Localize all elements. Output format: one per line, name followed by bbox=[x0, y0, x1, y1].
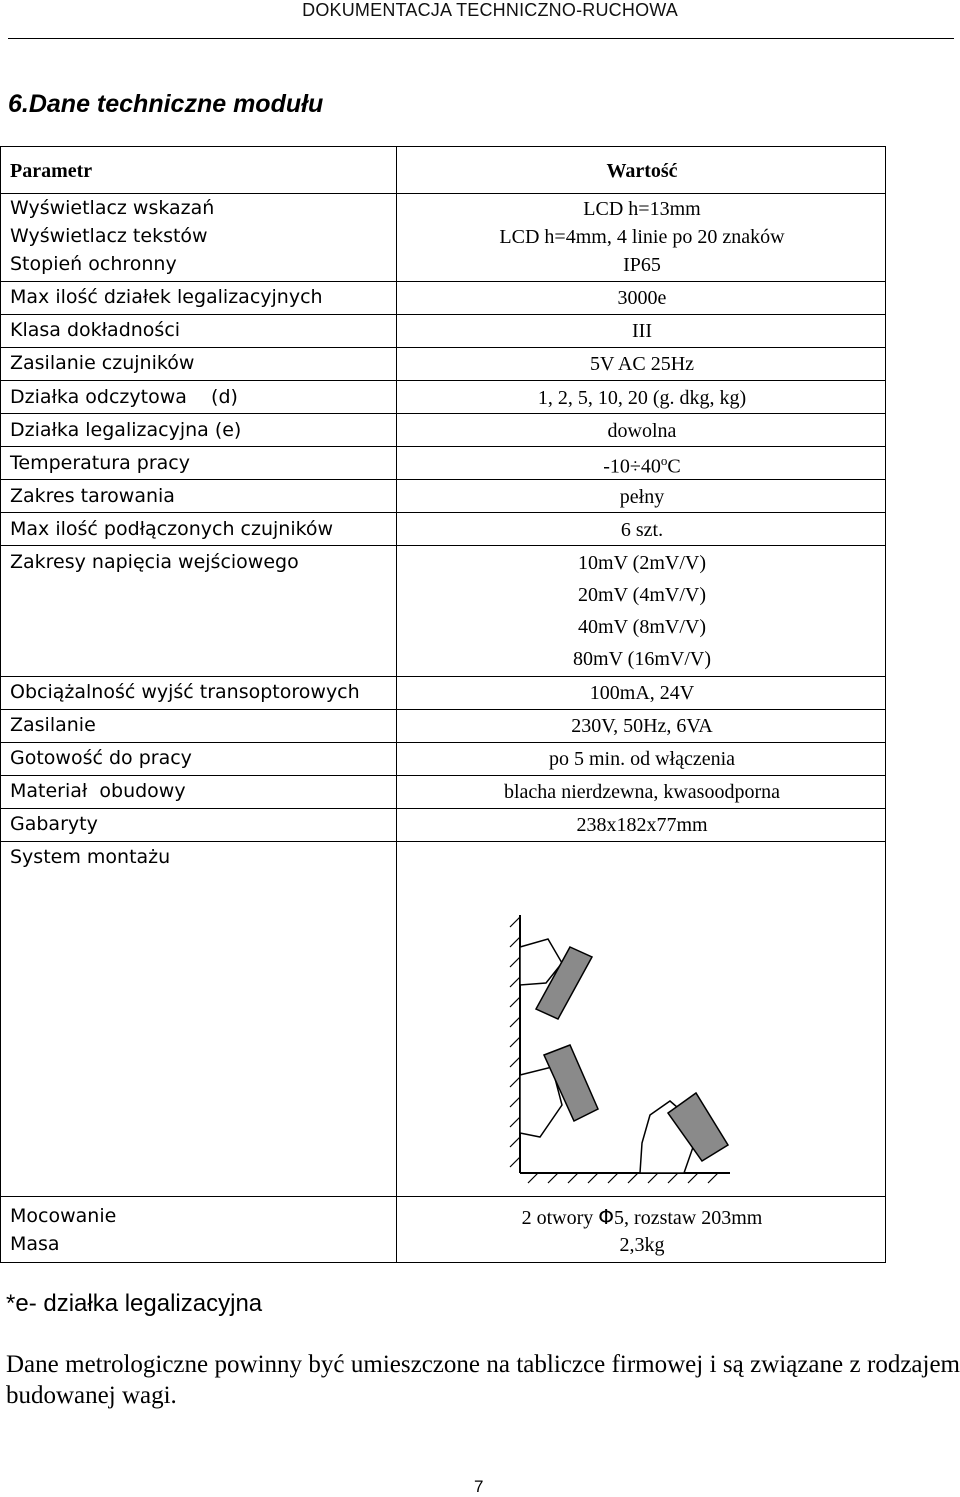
param-cell: Wyświetlacz wskazań bbox=[10, 197, 215, 219]
value-cell: 238x182x77mm bbox=[576, 814, 708, 836]
row-divider bbox=[0, 347, 886, 348]
wall-hatching bbox=[510, 917, 520, 1167]
param-cell: Temperatura pracy bbox=[10, 452, 190, 474]
value-cell: 230V, 50Hz, 6VA bbox=[571, 715, 713, 737]
degree-symbol: o bbox=[660, 453, 668, 468]
value-cell: 1, 2, 5, 10, 20 (g. dkg, kg) bbox=[537, 387, 747, 409]
value-cell: 3000e bbox=[617, 287, 667, 309]
param-cell: Masa bbox=[10, 1233, 60, 1255]
temp-unit: C bbox=[667, 455, 681, 478]
value-cell: 20mV (4mV/V) bbox=[578, 584, 706, 606]
value-cell: 40mV (8mV/V) bbox=[578, 616, 706, 638]
table-border-bottom bbox=[0, 1262, 886, 1263]
value-cell: 6 szt. bbox=[620, 519, 664, 541]
value-cell: LCD h=4mm, 4 linie po 20 znaków bbox=[499, 226, 785, 248]
param-cell: Obciążalność wyjść transoptorowych bbox=[10, 681, 360, 703]
row-divider bbox=[0, 314, 886, 315]
row-divider bbox=[0, 446, 886, 447]
row-divider bbox=[0, 512, 886, 513]
value-cell-mounting bbox=[398, 1207, 886, 1228]
value-cell: dowolna bbox=[607, 420, 677, 442]
row-divider bbox=[0, 281, 886, 282]
param-cell: Mocowanie bbox=[10, 1205, 117, 1227]
param-cell: Zasilanie czujników bbox=[10, 352, 195, 374]
param-cell: Materiał obudowy bbox=[10, 780, 186, 802]
row-divider bbox=[0, 742, 886, 743]
param-cell: Gotowość do pracy bbox=[10, 747, 192, 769]
row-divider bbox=[0, 709, 886, 710]
table-border-top bbox=[0, 146, 886, 147]
floor-hatching bbox=[528, 1173, 718, 1183]
temp-max: 40 bbox=[640, 455, 661, 478]
value-cell: 100mA, 24V bbox=[589, 682, 695, 704]
mounting-system-diagram bbox=[500, 905, 750, 1195]
mounting-holes-text: 2 otwory bbox=[521, 1207, 599, 1229]
row-divider bbox=[0, 1196, 886, 1197]
param-cell: Stopień ochronny bbox=[10, 253, 177, 275]
footnote: *e- działka legalizacyjna bbox=[6, 1290, 263, 1317]
range-symbol: ÷ bbox=[629, 455, 641, 478]
module-wall-top bbox=[520, 939, 592, 1019]
param-cell: Max ilość działek legalizacyjnych bbox=[10, 286, 323, 308]
value-cell: 5V AC 25Hz bbox=[589, 353, 695, 375]
param-cell: Zasilanie bbox=[10, 714, 96, 736]
param-cell: Zakres tarowania bbox=[10, 485, 175, 507]
value-cell-temperature bbox=[398, 454, 886, 477]
temp-min: -10 bbox=[603, 455, 630, 478]
page-number: 7 bbox=[474, 1477, 484, 1496]
value-cell: III bbox=[632, 320, 652, 342]
column-header-parameter: Parametr bbox=[10, 160, 93, 182]
param-cell: Klasa dokładności bbox=[10, 319, 181, 341]
param-cell: Zakresy napięcia wejściowego bbox=[10, 551, 299, 573]
row-divider bbox=[0, 545, 886, 546]
row-divider bbox=[0, 413, 886, 414]
param-cell: Działka legalizacyjna (e) bbox=[10, 419, 242, 441]
mounting-spacing-text: 5, rozstaw 203mm bbox=[614, 1207, 763, 1229]
value-cell: LCD h=13mm bbox=[583, 198, 701, 220]
row-divider bbox=[0, 479, 886, 480]
value-cell: 2,3kg bbox=[619, 1234, 665, 1256]
section-title: 6.Dane techniczne modułu bbox=[8, 90, 324, 118]
row-divider bbox=[0, 193, 886, 194]
value-cell: IP65 bbox=[623, 254, 661, 276]
value-cell: po 5 min. od włączenia bbox=[548, 748, 736, 770]
param-cell: Wyświetlacz tekstów bbox=[10, 225, 208, 247]
param-cell: System montażu bbox=[10, 846, 171, 868]
param-cell: Max ilość podłączonych czujników bbox=[10, 518, 334, 540]
param-cell: Działka odczytowa (d) bbox=[10, 386, 238, 408]
param-cell: Gabaryty bbox=[10, 813, 98, 835]
diameter-symbol: Φ bbox=[598, 1205, 615, 1229]
module-floor bbox=[640, 1093, 728, 1173]
column-header-value: Wartość bbox=[606, 160, 678, 182]
module-wall-bottom bbox=[520, 1045, 598, 1137]
row-divider bbox=[0, 775, 886, 776]
value-cell: 10mV (2mV/V) bbox=[578, 552, 706, 574]
row-divider bbox=[0, 808, 886, 809]
value-cell: 80mV (16mV/V) bbox=[573, 648, 711, 670]
value-cell: pełny bbox=[619, 486, 665, 508]
row-divider bbox=[0, 380, 886, 381]
value-cell: blacha nierdzewna, kwasoodporna bbox=[504, 781, 780, 803]
metrology-note: Dane metrologiczne powinny być umieszczone na tabliczce firmowej i są związane z rodzajem budowanej wagi. bbox=[6, 1351, 960, 1409]
row-divider bbox=[0, 676, 886, 677]
header-text: DOKUMENTACJA TECHNICZNO-RUCHOWA bbox=[302, 0, 678, 20]
row-divider bbox=[0, 841, 886, 842]
